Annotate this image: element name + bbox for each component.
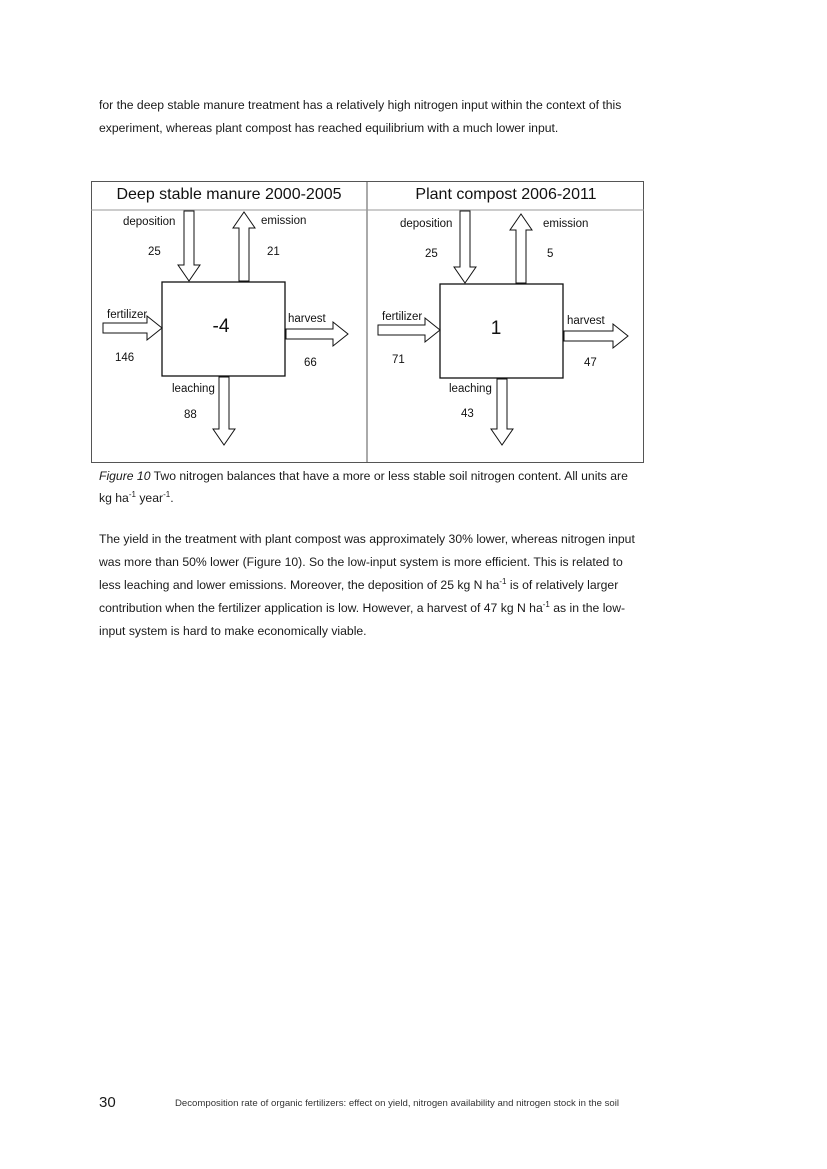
deposition-value: 25 xyxy=(425,248,438,260)
leaching-arrow xyxy=(491,379,513,445)
emission-arrow xyxy=(510,214,532,283)
body-line-5: input system is hard to make economically viable. xyxy=(99,624,367,638)
balance-value: -4 xyxy=(212,316,230,337)
body-line-3: less leaching and lower emissions. Moreover, the deposition of 25 kg N ha xyxy=(99,578,500,592)
intro-paragraph xyxy=(99,94,699,140)
panel-title: Deep stable manure 2000-2005 xyxy=(116,186,342,203)
harvest-arrow xyxy=(564,324,628,348)
panel-plant-compost xyxy=(378,186,628,445)
emission-label: emission xyxy=(543,218,589,230)
harvest-label: harvest xyxy=(567,315,605,327)
caption-unit-year: year xyxy=(135,491,164,505)
balance-box xyxy=(440,284,563,378)
body-line-1: The yield in the treatment with plant compost was approximately 30% lower, whereas nitrogen input xyxy=(99,532,635,546)
deposition-label: deposition xyxy=(400,218,453,230)
emission-value: 21 xyxy=(267,246,280,258)
harvest-label: harvest xyxy=(288,313,326,325)
running-title: Decomposition rate of organic fertilizers: effect on yield, nitrogen availability and nitrogen stock in the soil xyxy=(175,1098,620,1109)
superscript: -1 xyxy=(542,600,550,609)
body-line-4-end: as in the low- xyxy=(549,601,626,615)
panel-deep-stable-manure xyxy=(103,186,348,445)
body-line-3-end: is of relatively larger xyxy=(506,578,619,592)
intro-line-1: for the deep stable manure treatment has a relatively high nitrogen input within the context of this xyxy=(99,98,622,112)
figure-caption xyxy=(99,465,699,509)
caption-unit: kg ha xyxy=(99,491,129,505)
body-paragraph xyxy=(99,528,699,643)
leaching-label: leaching xyxy=(449,383,492,395)
deposition-arrow xyxy=(178,211,200,281)
harvest-value: 66 xyxy=(304,357,317,369)
emission-label: emission xyxy=(261,215,307,227)
fertilizer-value: 71 xyxy=(392,354,405,366)
harvest-arrow xyxy=(286,322,348,346)
superscript: -1 xyxy=(499,577,507,586)
deposition-label: deposition xyxy=(123,216,176,228)
panel-title: Plant compost 2006-2011 xyxy=(415,186,597,203)
deposition-value: 25 xyxy=(148,246,161,258)
caption-superscript: -1 xyxy=(128,490,136,499)
nitrogen-balance-figure xyxy=(91,181,644,463)
body-line-2: was more than 50% lower (Figure 10). So the low-input system is more efficient. This is related to xyxy=(99,555,623,569)
figure-reference: Figure 10 xyxy=(99,469,151,483)
body-line-4: contribution when the fertilizer application is low. However, a harvest of 47 kg N ha xyxy=(99,601,543,615)
emission-value: 5 xyxy=(547,248,554,260)
harvest-value: 47 xyxy=(584,357,597,369)
fertilizer-label: fertilizer xyxy=(107,309,148,321)
caption-text: Two nitrogen balances that have a more or less stable soil nitrogen content. All units are xyxy=(150,469,628,483)
page-number: 30 xyxy=(99,1094,116,1111)
caption-superscript: -1 xyxy=(163,490,171,499)
balance-value: 1 xyxy=(490,318,502,339)
deposition-arrow xyxy=(454,211,476,283)
intro-line-2: experiment, whereas plant compost has reached equilibrium with a much lower input. xyxy=(99,121,559,135)
leaching-arrow xyxy=(213,377,235,445)
fertilizer-value: 146 xyxy=(115,352,135,364)
emission-arrow xyxy=(233,212,255,281)
leaching-value: 43 xyxy=(461,408,474,420)
fertilizer-label: fertilizer xyxy=(382,311,423,323)
caption-end: . xyxy=(170,491,174,505)
leaching-label: leaching xyxy=(172,383,215,395)
leaching-value: 88 xyxy=(184,409,197,421)
